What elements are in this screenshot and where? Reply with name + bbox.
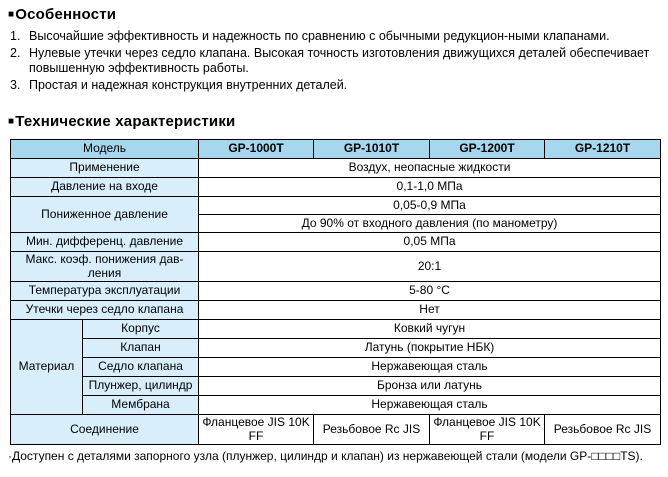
square-bullet-icon: ■ (8, 9, 15, 20)
row-value-reduced-pressure-percent: До 90% от входного давления (по манометру) (199, 215, 661, 233)
features-list (10, 29, 660, 93)
row-label-seat-leakage: Утечки через седло клапана (11, 301, 199, 320)
row-label-max-ratio: Макс. коэф. понижения дав-ления (11, 252, 199, 282)
feature-text: Простая и надежная конструкция внутренних деталей. (29, 77, 348, 92)
row-value-reduced-pressure-range: 0,05-0,9 МПа (199, 197, 661, 215)
model-header-gp-1210t: GP-1210T (545, 140, 661, 159)
model-header-gp-1000t: GP-1000T (199, 140, 314, 159)
row-label-inlet-pressure: Давление на входе (11, 178, 199, 197)
feature-number: 1. (10, 29, 21, 43)
material-part-label-valve: Клапан (83, 339, 199, 358)
row-label-connection: Соединение (11, 415, 199, 445)
material-part-value-valve: Латунь (покрытие НБК) (199, 339, 661, 358)
row-value-application: Воздух, неопасные жидкости (199, 159, 661, 178)
model-column-header: Модель (11, 140, 199, 159)
material-part-label-valve-seat: Седло клапана (83, 358, 199, 377)
feature-text: Нулевые утечки через седло клапана. Высокая точность изготовления движущихся деталей обеспечивает повышенную эффективность работы. (29, 45, 650, 75)
connection-value-gp-1010t: Резьбовое Rc JIS (314, 415, 430, 445)
connection-value-gp-1000t: Фланцевое JIS 10K FF (199, 415, 314, 445)
material-part-label-body: Корпус (83, 320, 199, 339)
connection-value-gp-1200t: Фланцевое JIS 10K FF (430, 415, 545, 445)
specs-table (10, 139, 661, 445)
connection-value-gp-1210t: Резьбовое Rc JIS (545, 415, 661, 445)
row-value-max-ratio: 20:1 (199, 252, 661, 282)
row-label-temperature: Температура эксплуатации (11, 282, 199, 301)
model-header-gp-1200t: GP-1200T (430, 140, 545, 159)
feature-item (10, 78, 660, 94)
row-label-min-diff-pressure: Мин. дифференц. давление (11, 233, 199, 252)
material-part-value-plunger: Бронза или латунь (199, 377, 661, 396)
material-part-value-membrane: Нержавеющая сталь (199, 396, 661, 415)
feature-number: 3. (10, 77, 21, 92)
square-bullet-icon: ■ (8, 116, 15, 127)
material-part-value-body: Ковкий чугун (199, 320, 661, 339)
row-value-min-diff-pressure: 0,05 МПа (199, 233, 661, 252)
row-value-inlet-pressure: 0,1-1,0 МПа (199, 178, 661, 197)
feature-number: 2. (10, 45, 21, 60)
specs-title-text: Технические характеристики (15, 113, 236, 130)
feature-item (10, 29, 660, 45)
features-title-text: Особенности (15, 6, 117, 23)
row-value-temperature: 5-80 °C (199, 282, 661, 301)
specs-section-title (8, 112, 660, 131)
row-label-reduced-pressure: Пониженное давление (11, 197, 199, 233)
row-label-application: Применение (11, 159, 199, 178)
feature-item (10, 46, 660, 77)
footnote: ·Доступен с деталями запорного узла (плунжер, цилиндр и клапан) из нержавеющей стали (модели GP-□□□□TS). (8, 449, 643, 463)
material-part-value-valve-seat: Нержавеющая сталь (199, 358, 661, 377)
row-label-material: Материал (11, 320, 83, 415)
features-section-title (8, 5, 660, 24)
row-value-seat-leakage: Нет (199, 301, 661, 320)
material-part-label-plunger: Плунжер, цилиндр (83, 377, 199, 396)
feature-text: Высочайшие эффективность и надежность по сравнению с обычными редукцион-ными клапанами. (29, 29, 610, 43)
model-header-gp-1010t: GP-1010T (314, 140, 430, 159)
material-part-label-membrane: Мембрана (83, 396, 199, 415)
